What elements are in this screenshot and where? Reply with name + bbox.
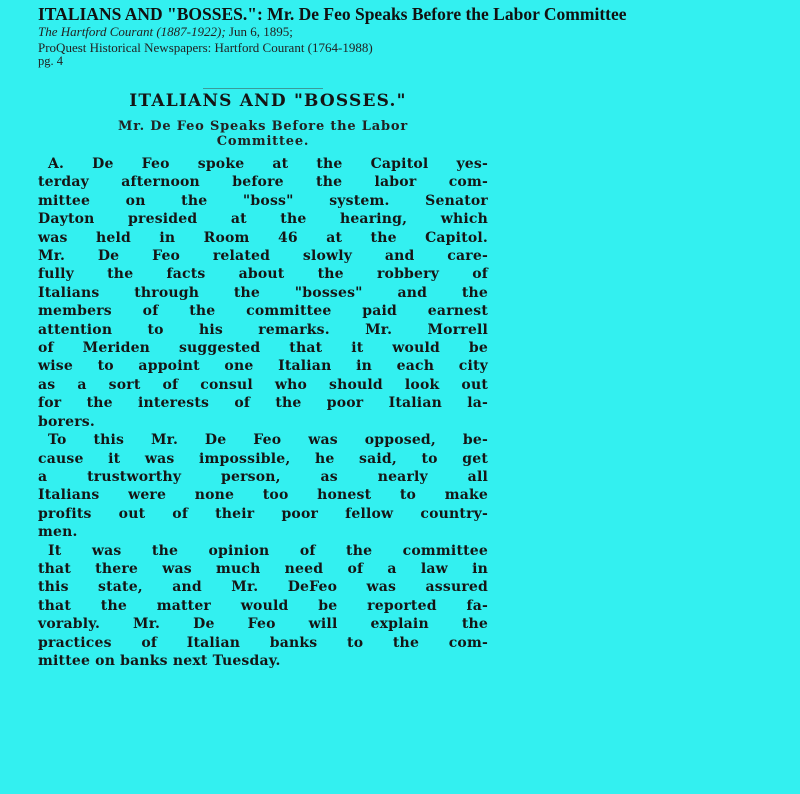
- citation-database: ProQuest Historical Newspapers: Hartford Courant (1764-1988): [38, 40, 373, 55]
- article-line: vorably. Mr. De Feo will explain the: [38, 616, 488, 633]
- citation-page: pg. 4: [38, 54, 63, 68]
- article-paragraph-3: [38, 542, 488, 671]
- article-line: terday afternoon before the labor com-: [38, 174, 488, 191]
- article-paragraph-1: [38, 155, 488, 431]
- article-line: wise to appoint one Italian in each city: [38, 358, 488, 375]
- article-paragraph-2: [38, 431, 488, 541]
- article-line: fully the facts about the robbery of: [38, 266, 488, 283]
- article-line: this state, and Mr. DeFeo was assured: [38, 579, 488, 596]
- headline-rule: [203, 88, 323, 89]
- article-line: mittee on the "boss" system. Senator: [38, 192, 488, 209]
- article-line: It was the opinion of the committee: [48, 542, 488, 559]
- article-line: Italians were none too honest to make: [38, 487, 488, 504]
- article-line: members of the committee paid earnest: [38, 303, 488, 320]
- article-line: that there was much need of a law in: [38, 560, 488, 577]
- subhead-line: Mr. De Feo Speaks Before the Labor: [118, 119, 408, 134]
- article-line: A. De Feo spoke at the Capitol yes-: [48, 156, 488, 172]
- article-clipping: [38, 88, 488, 670]
- article-line: Dayton presided at the hearing, which: [38, 211, 488, 228]
- article-line: Italians through the "bosses" and the: [38, 284, 488, 301]
- article-line: men.: [38, 524, 78, 541]
- article-headline: ITALIANS AND "BOSSES.": [129, 91, 407, 111]
- article-line: To this Mr. De Feo was opposed, be-: [48, 432, 488, 449]
- citation-header: [38, 4, 796, 68]
- article-line: cause it was impossible, he said, to get: [38, 450, 488, 467]
- article-line: mittee on banks next Tuesday.: [38, 652, 281, 669]
- article-line: was held in Room 46 at the Capitol.: [38, 229, 488, 246]
- article-line: practices of Italian banks to the com-: [38, 634, 488, 651]
- citation-title: ITALIANS AND "BOSSES.": Mr. De Feo Speaks Before the Labor Committee: [38, 4, 627, 24]
- article-line: borers.: [38, 413, 95, 430]
- article-line: as a sort of consul who should look out: [38, 376, 488, 393]
- article-line: profits out of their poor fellow country-: [38, 505, 488, 522]
- article-line: of Meriden suggested that it would be: [38, 340, 488, 357]
- article-line: Mr. De Feo related slowly and care-: [38, 248, 488, 265]
- citation-source: [38, 24, 796, 40]
- article-line: a trustworthy person, as nearly all: [38, 468, 488, 485]
- article-line: attention to his remarks. Mr. Morrell: [38, 321, 488, 338]
- article-subhead: [38, 119, 488, 149]
- article-body: [38, 155, 488, 670]
- citation-source-name: The Hartford Courant (1887-1922);: [38, 24, 226, 39]
- article-line: that the matter would be reported fa-: [38, 597, 488, 614]
- citation-source-date: Jun 6, 1895;: [225, 24, 293, 39]
- subhead-line: Committee.: [216, 134, 310, 149]
- article-line: for the interests of the poor Italian la-: [38, 395, 488, 412]
